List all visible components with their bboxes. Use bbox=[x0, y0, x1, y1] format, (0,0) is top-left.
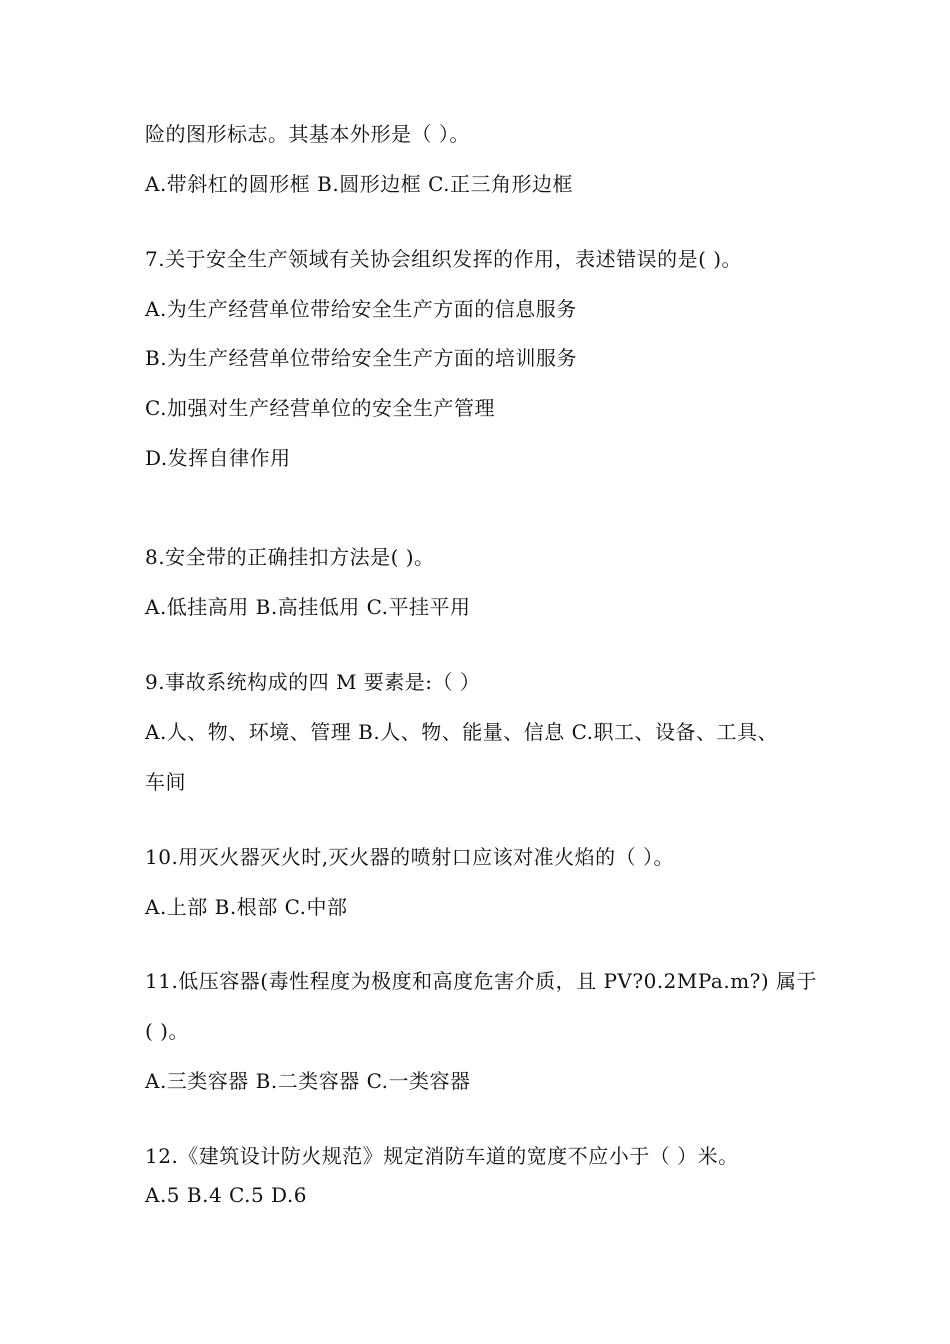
question-9-options-continuation: 车间 bbox=[145, 770, 186, 794]
question-7-option-b: B.为生产经营单位带给安全生产方面的培训服务 bbox=[145, 346, 578, 370]
question-7-stem: 7.关于安全生产领域有关协会组织发挥的作用，表述错误的是( )。 bbox=[145, 247, 743, 271]
question-9-stem: 9.事故系统构成的四 M 要素是:（ ） bbox=[145, 670, 481, 694]
question-7-option-d: D.发挥自律作用 bbox=[145, 446, 291, 470]
question-10-options: A.上部 B.根部 C.中部 bbox=[145, 895, 348, 919]
question-10-stem: 10.用灭火器灭火时,灭火器的喷射口应该对准火焰的（ ）。 bbox=[145, 845, 675, 869]
question-6-options: A.带斜杠的圆形框 B.圆形边框 C.正三角形边框 bbox=[145, 172, 574, 196]
question-8-stem: 8.安全带的正确挂扣方法是( )。 bbox=[145, 545, 435, 569]
question-12-options: A.5 B.4 C.5 D.6 bbox=[145, 1183, 307, 1207]
question-9-options: A.人、物、环境、管理 B.人、物、能量、信息 C.职工、设备、工具、 bbox=[145, 720, 779, 744]
question-8-options: A.低挂高用 B.高挂低用 C.平挂平用 bbox=[145, 595, 471, 619]
question-7-option-c: C.加强对生产经营单位的安全生产管理 bbox=[145, 396, 495, 420]
question-12-stem: 12.《建筑设计防火规范》规定消防车道的宽度不应小于（ ）米。 bbox=[145, 1144, 739, 1168]
question-7-option-a: A.为生产经营单位带给安全生产方面的信息服务 bbox=[145, 297, 577, 321]
question-11-stem-continuation: ( )。 bbox=[145, 1019, 189, 1043]
question-11-options: A.三类容器 B.二类容器 C.一类容器 bbox=[145, 1069, 471, 1093]
question-11-stem: 11.低压容器(毒性程度为极度和高度危害介质，且 PV?0.2MPa.m?) 属于 bbox=[145, 969, 818, 993]
question-6-stem-continuation: 险的图形标志。其基本外形是（ ）。 bbox=[145, 122, 470, 146]
